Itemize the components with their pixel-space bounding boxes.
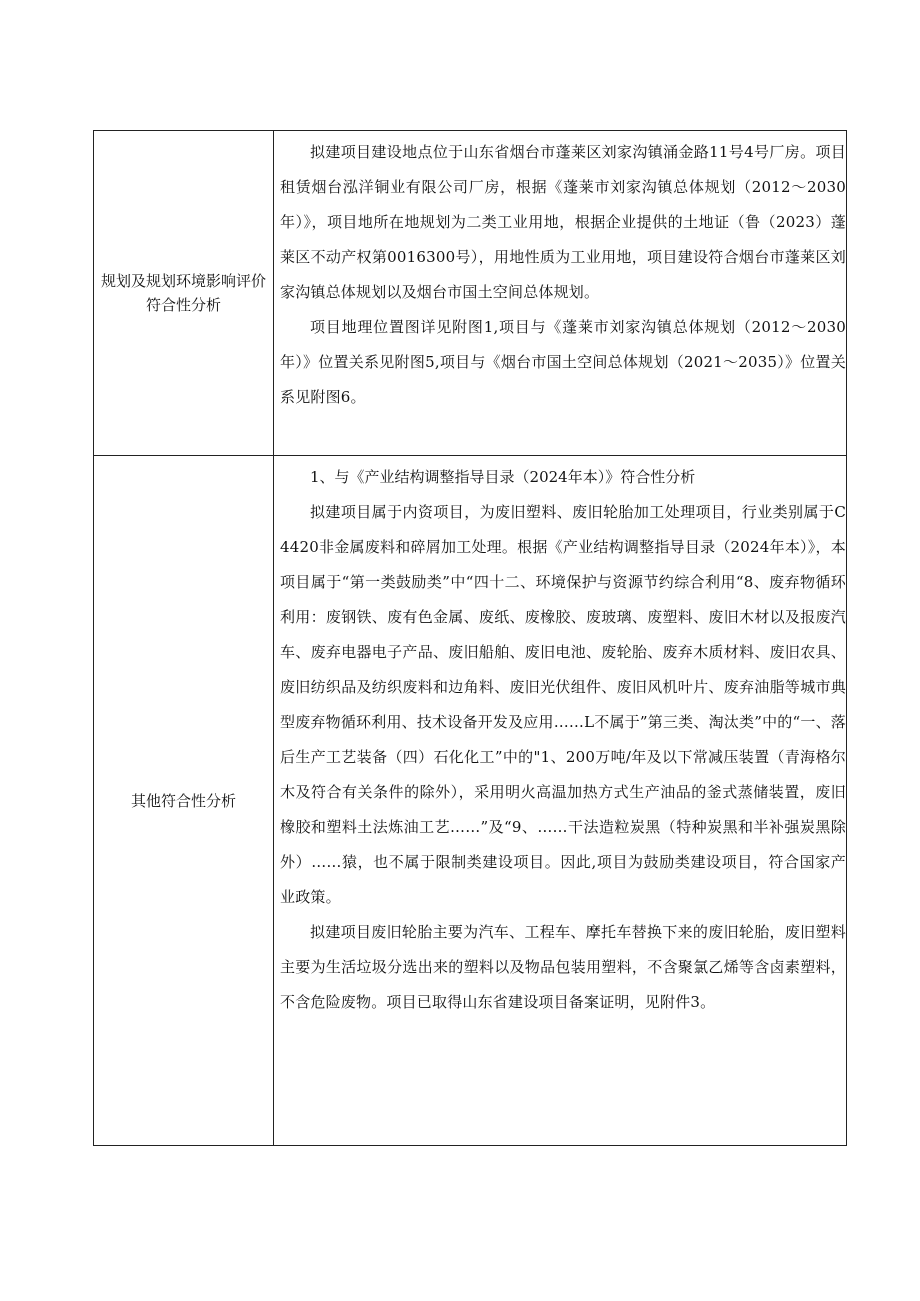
planning-paragraph-1: 拟建项目建设地点位于山东省烟台市蓬莱区刘家沟镇涌金路11号4号厂房。项目租赁烟台泓洋铜业有限公司厂房，根据《蓬莱市刘家沟镇总体规划（2012～2030年）》，项目地所在地规划为二类工业用地，根据企业提供的土地证（鲁（2023）蓬莱区不动产权第0016300号），用地性质为工业用地，项目建设符合烟台市蓬莱区刘家沟镇总体规划以及烟台市国土空间总体规划。: [280, 143, 846, 301]
other-paragraph-2: 拟建项目废旧轮胎主要为汽车、工程车、摩托车替换下来的废旧轮胎，废旧塑料主要为生活垃圾分选出来的塑料以及物品包装用塑料，不含聚氯乙烯等含卤素塑料，不含危险废物。项目已取得山东省建设项目备案证明，见附件3。: [280, 923, 846, 1011]
compliance-table: [93, 130, 847, 1146]
row-content-other: [274, 456, 847, 1146]
row-content-planning: [274, 131, 847, 456]
industry-policy-heading: 1、与《产业结构调整指导目录（2024年本）》符合性分析: [310, 468, 696, 486]
other-paragraph-1: 拟建项目属于内资项目，为废旧塑料、废旧轮胎加工处理项目，行业类别属于C4420非金属废料和碎屑加工处理。根据《产业结构调整指导目录（2024年本）》，本项目属于“第一类鼓励类”中“四十二、环境保护与资源节约综合利用“8、废弃物循环利用：废钢铁、废有色金属、废纸、废橡胶、废玻璃、废塑料、废旧木材以及报废汽车、废弃电器电子产品、废旧船舶、废旧电池、废轮胎、废弃木质材料、废旧农具、废旧纺织品及纺织废料和边角料、废旧光伏组件、废旧风机叶片、废弃油脂等城市典型废弃物循环利用、技术设备开发及应用……L不属于”第三类、淘汰类”中的“一、落后生产工艺装备（四）石化化工”中的"1、200万吨/年及以下常减压装置（青海格尔木及符合有关条件的除外），采用明火高温加热方式生产油品的釜式蒸储装置，废旧橡胶和塑料土法炼油工艺……”及“9、……干法造粒炭黑（特种炭黑和半补强炭黑除外）……猿，也不属于限制类建设项目。因此,项目为鼓励类建设项目，符合国家产业政策。: [280, 503, 846, 906]
row-label-other: 其他符合性分析: [94, 456, 274, 1146]
table-row-other: [94, 456, 847, 1146]
table-row-planning: [94, 131, 847, 456]
row-label-planning: 规划及规划环境影响评价符合性分析: [94, 131, 274, 456]
planning-paragraph-2: 项目地理位置图详见附图1,项目与《蓬莱市刘家沟镇总体规划（2012～2030年）》位置关系见附图5,项目与《烟台市国土空间总体规划（2021～2035）》位置关系见附图6。: [280, 318, 846, 406]
